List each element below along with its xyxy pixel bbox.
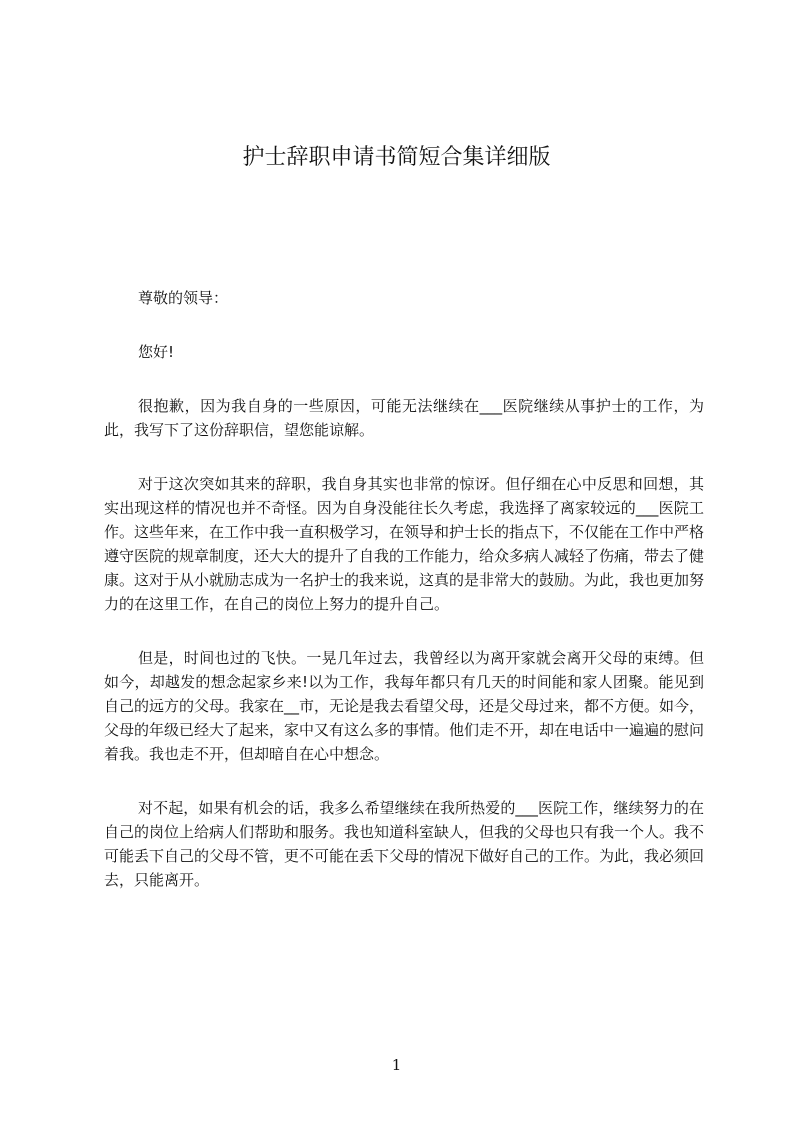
paragraph-1: 很抱歉，因为我自身的一些原因，可能无法继续在___医院继续从事护士的工作，为此，我写下了这份辞职信，望您能谅解。 (104, 397, 704, 439)
paragraph-2: 对于这次突如其来的辞职，我自身其实也非常的惊讶。但仔细在心中反思和回想，其实出现这样的情况也并不奇怪。因为自身没能往长久考虑，我选择了离家较远的___医院工作。这些年来，在工作中我一直积极学习，在领导和护士长的指点下，不仅能在工作中严格遵守医院的规章制度，还大大的提升了自我的工作能力，给众多病人减轻了伤痛，带去了健康。这对于从小就励志成为一名护士的我来说，这真的是非常大的鼓励。为此，我也更加努力的在这里工作，在自己的岗位上努力的提升自己。 (104, 475, 705, 613)
salutation: 尊敬的领导： (138, 289, 229, 307)
document-body (104, 286, 704, 922)
paragraph-3: 但是，时间也过的飞快。一晃几年过去，我曾经以为离开家就会离开父母的束缚。但如今，却越发的想念起家乡来!以为工作，我每年都只有几天的时间能和家人团聚。能见到自己的远方的父母。我家在__市，无论是我去看望父母，还是父母过来，都不方便。如今，父母的年级已经大了起来，家中又有这么多的事情。他们走不开，却在电话中一遍遍的慰问着我。我也走不开，但却暗自在心中想念。 (104, 649, 705, 763)
page-number: 1 (391, 1056, 402, 1074)
paragraph-4: 对不起，如果有机会的话，我多么希望继续在我所热爱的___医院工作，继续努力的在自己的岗位上给病人们帮助和服务。我也知道科室缺人，但我的父母也只有我一个人。我不可能丢下自己的父母不管，更不可能在丢下父母的情况下做好自己的工作。为此，我必须回去，只能离开。 (104, 799, 705, 889)
document-title: 护士辞职申请书简短合集详细版 (242, 145, 551, 170)
greeting: 您好! (138, 343, 175, 361)
